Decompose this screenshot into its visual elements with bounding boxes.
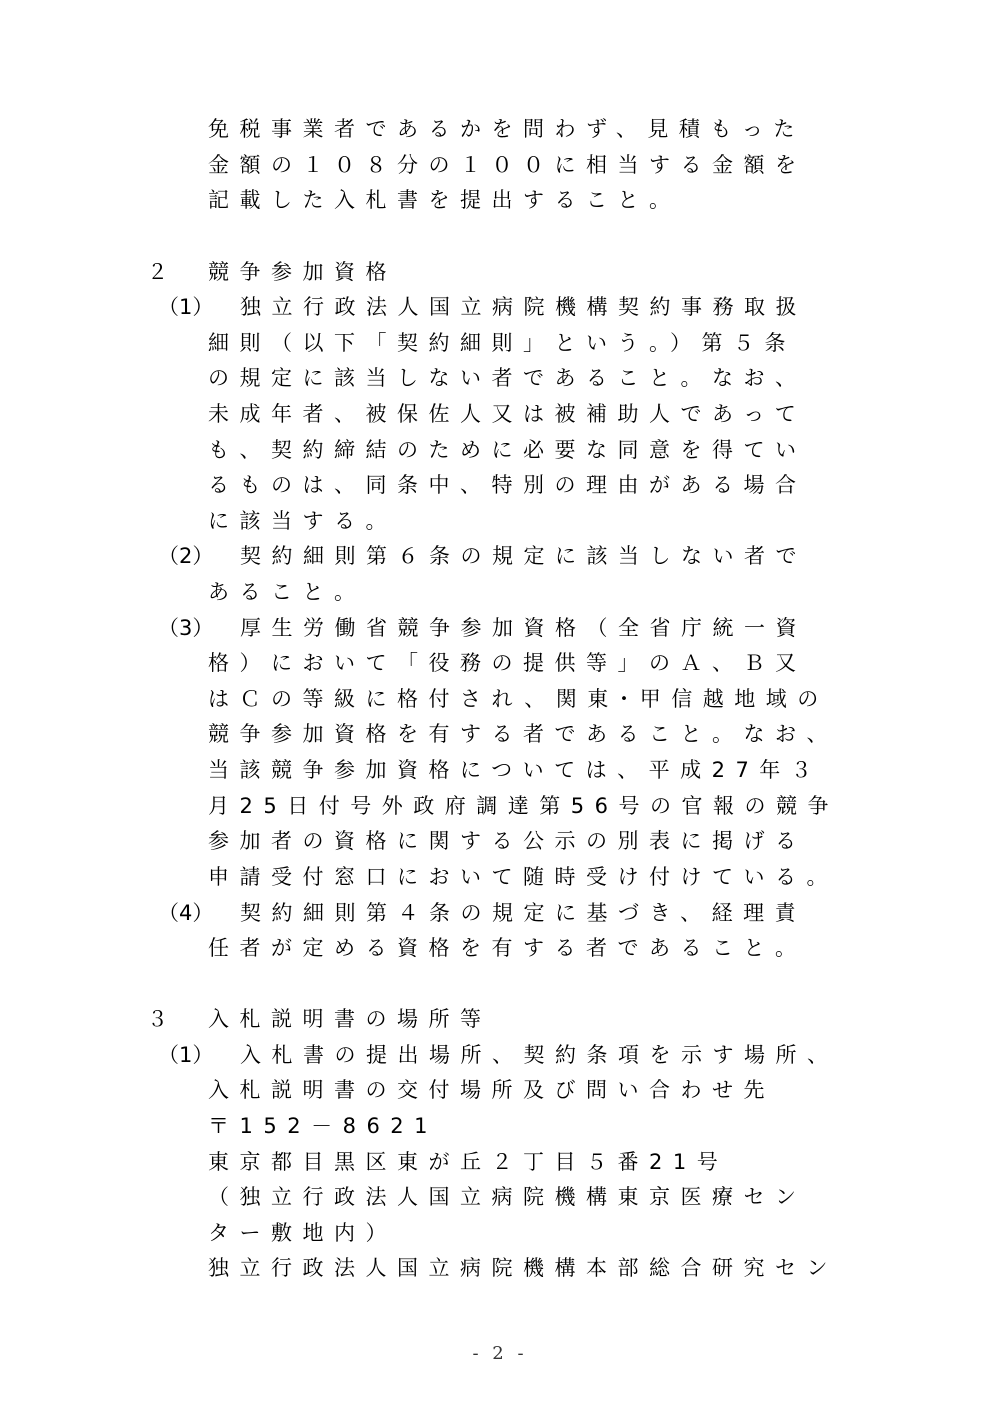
item-line: 契約細則第４条の規定に基づき、経理責 (240, 901, 807, 925)
address-line: 東京都目黒区東が丘２丁目５番21号 (208, 1150, 729, 1174)
postal-code: 〒152－8621 (208, 1114, 439, 1138)
item-line: あること。 (208, 580, 366, 604)
item-line: も、契約締結のために必要な同意を得てい (208, 438, 807, 462)
intro-line: 金額の１０８分の１００に相当する金額を (208, 153, 807, 177)
page-number: - 2 - (472, 1343, 528, 1364)
address-line: （独立行政法人国立病院機構東京医療セン (208, 1185, 807, 1209)
item-line: 独立行政法人国立病院機構契約事務取扱 (240, 295, 807, 319)
item-line: に該当する。 (208, 509, 397, 533)
item-line: るものは、同条中、特別の理由がある場合 (208, 473, 807, 497)
item-line: 競争参加資格を有する者であること。なお、 (208, 722, 838, 746)
item-line: 参加者の資格に関する公示の別表に掲げる (208, 829, 807, 853)
item-line: の規定に該当しない者であること。なお、 (208, 366, 807, 390)
item-line: 月25日付号外政府調達第56号の官報の競争 (208, 794, 839, 818)
item-number: （4） (158, 901, 214, 925)
section-title: 入札説明書の場所等 (208, 1007, 492, 1031)
address-line: 独立行政法人国立病院機構本部総合研究セン (208, 1256, 838, 1280)
item-line: 入札書の提出場所、契約条項を示す場所、 (240, 1043, 839, 1067)
item-line: 細則（以下「契約細則」という。）第５条 (208, 331, 796, 355)
item-number: （1） (158, 1043, 214, 1067)
item-line: はＣの等級に格付され、関東･甲信越地域の (208, 687, 829, 711)
item-line: 当該競争参加資格については、平成27年３ (208, 758, 823, 782)
intro-line: 記載した入札書を提出すること。 (208, 188, 681, 212)
item-line: 任者が定める資格を有する者であること。 (208, 936, 807, 960)
section-number: ３ (147, 1007, 168, 1031)
item-line: 契約細則第６条の規定に該当しない者で (240, 544, 807, 568)
item-line: 未成年者、被保佐人又は被補助人であって (208, 402, 807, 426)
item-line: 格）において「役務の提供等」のＡ、Ｂ又 (208, 651, 807, 675)
item-line: 厚生労働省競争参加資格（全省庁統一資 (240, 616, 807, 640)
item-number: （2） (158, 544, 214, 568)
item-line: 申請受付窓口において随時受け付けている。 (208, 865, 838, 889)
item-line: 入札説明書の交付場所及び問い合わせ先 (208, 1078, 775, 1102)
item-number: （3） (158, 616, 214, 640)
item-number: （1） (158, 295, 214, 319)
section-number: ２ (147, 260, 168, 284)
intro-line: 免税事業者であるかを問わず、見積もった (208, 117, 805, 141)
section-title: 競争参加資格 (208, 260, 397, 284)
address-line: ター敷地内） (208, 1221, 397, 1245)
